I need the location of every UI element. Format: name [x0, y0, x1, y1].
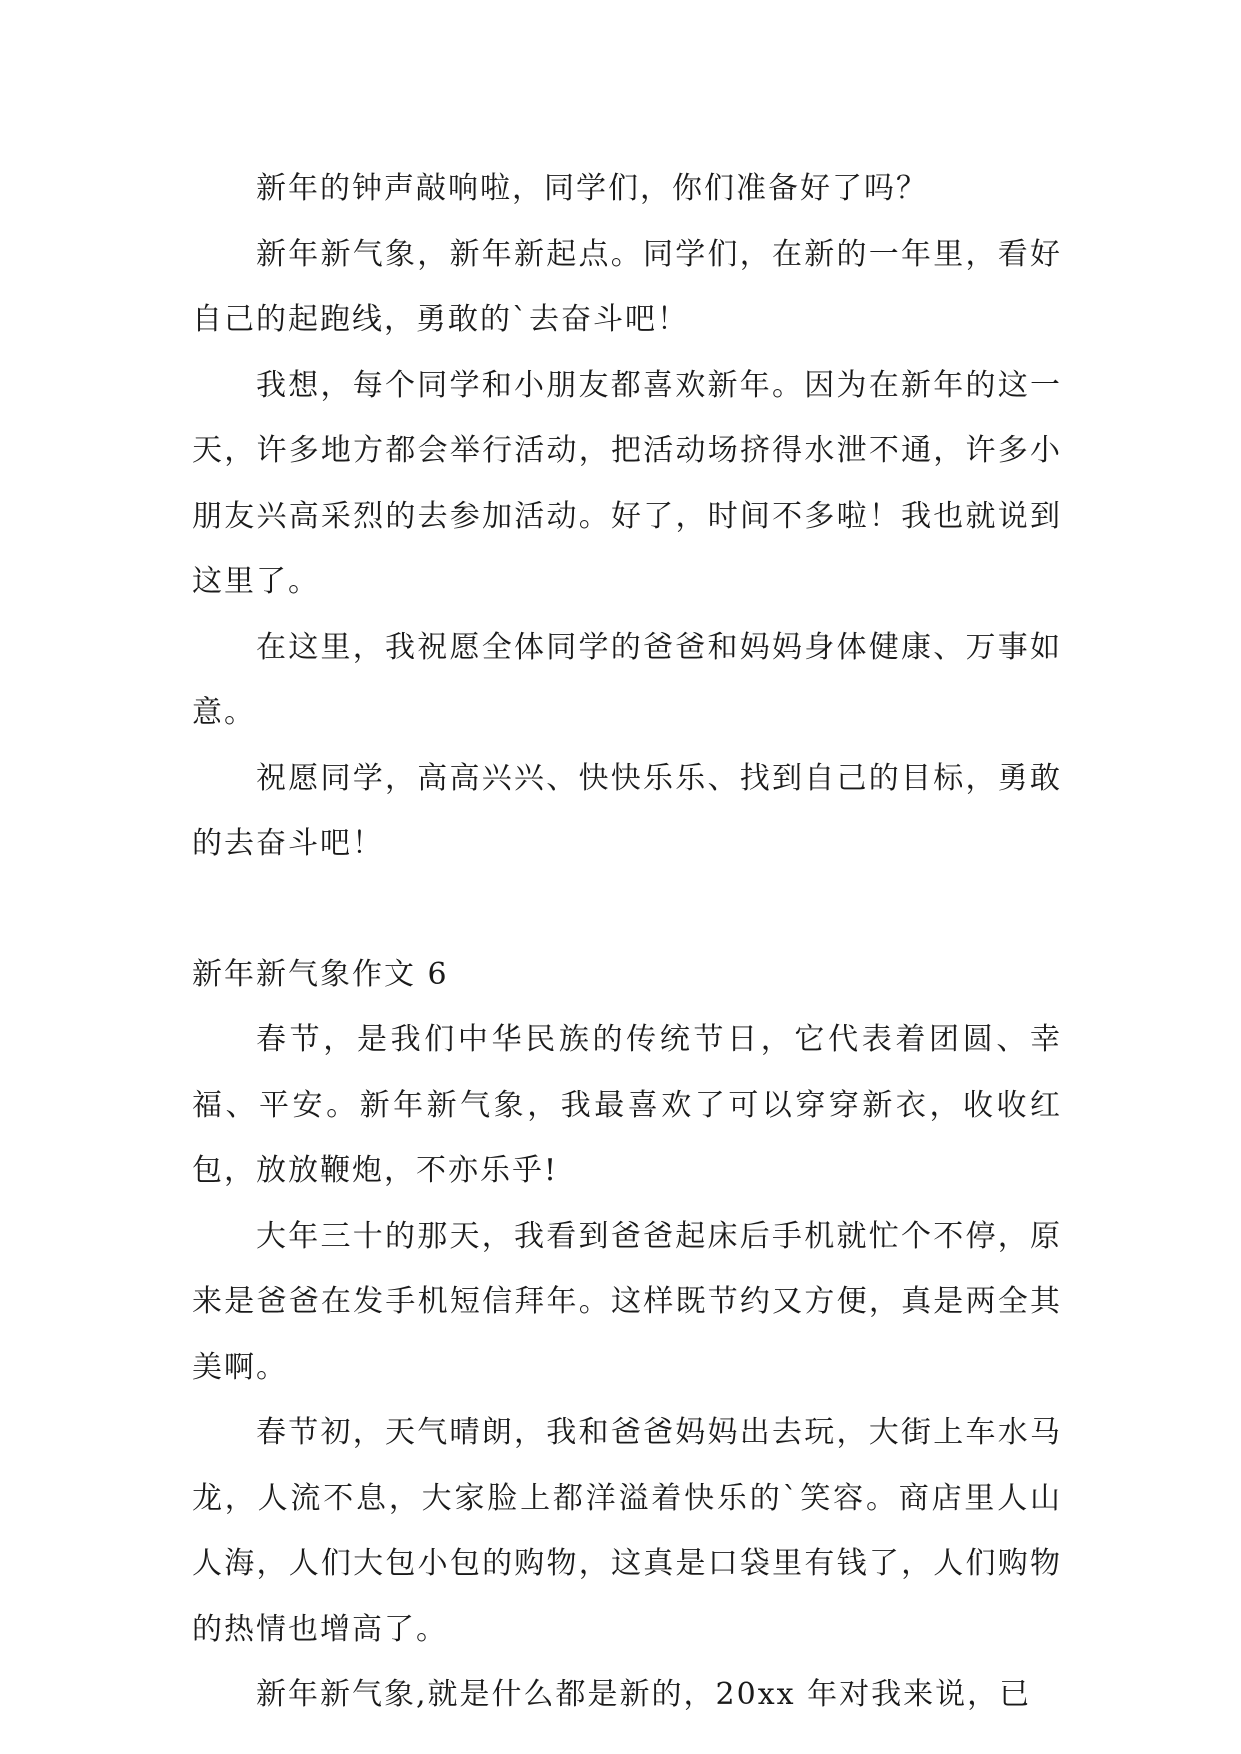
paragraph: 新年的钟声敲响啦，同学们，你们准备好了吗？ — [256, 171, 928, 206]
paragraph: 新年新气象,就是什么都是新的，20xx 年对我来说，已 — [256, 1677, 1032, 1712]
paragraph: 我想，每个同学和小朋友都喜欢新年。因为在新年的这一天，许多地方都会举行活动，把活动场挤得水泄不通，许多小朋友兴高采烈的去参加活动。好了，时间不多啦！我也就说到这里了。 — [192, 367, 1062, 599]
section-heading: 新年新气象作文 6 — [192, 956, 449, 992]
paragraph: 祝愿同学，高高兴兴、快快乐乐、找到自己的目标，勇敢的去奋斗吧！ — [192, 760, 1062, 861]
document-body — [192, 156, 1062, 1728]
paragraph: 在这里，我祝愿全体同学的爸爸和妈妈身体健康、万事如意。 — [192, 629, 1062, 730]
paragraph: 大年三十的那天，我看到爸爸起床后手机就忙个不停，原来是爸爸在发手机短信拜年。这样既节约又方便，真是两全其美啊。 — [192, 1218, 1062, 1385]
paragraph: 春节初，天气晴朗，我和爸爸妈妈出去玩，大街上车水马龙，人流不息，大家脸上都洋溢着快乐的`笑容。商店里人山人海，人们大包小包的购物，这真是口袋里有钱了，人们购物的热情也增高了。 — [192, 1415, 1062, 1647]
paragraph: 春节，是我们中华民族的传统节日，它代表着团圆、幸福、平安。新年新气象，我最喜欢了可以穿穿新衣，收收红包，放放鞭炮，不亦乐乎! — [192, 1022, 1062, 1188]
paragraph: 新年新气象，新年新起点。同学们，在新的一年里，看好自己的起跑线，勇敢的`去奋斗吧！ — [192, 236, 1062, 337]
